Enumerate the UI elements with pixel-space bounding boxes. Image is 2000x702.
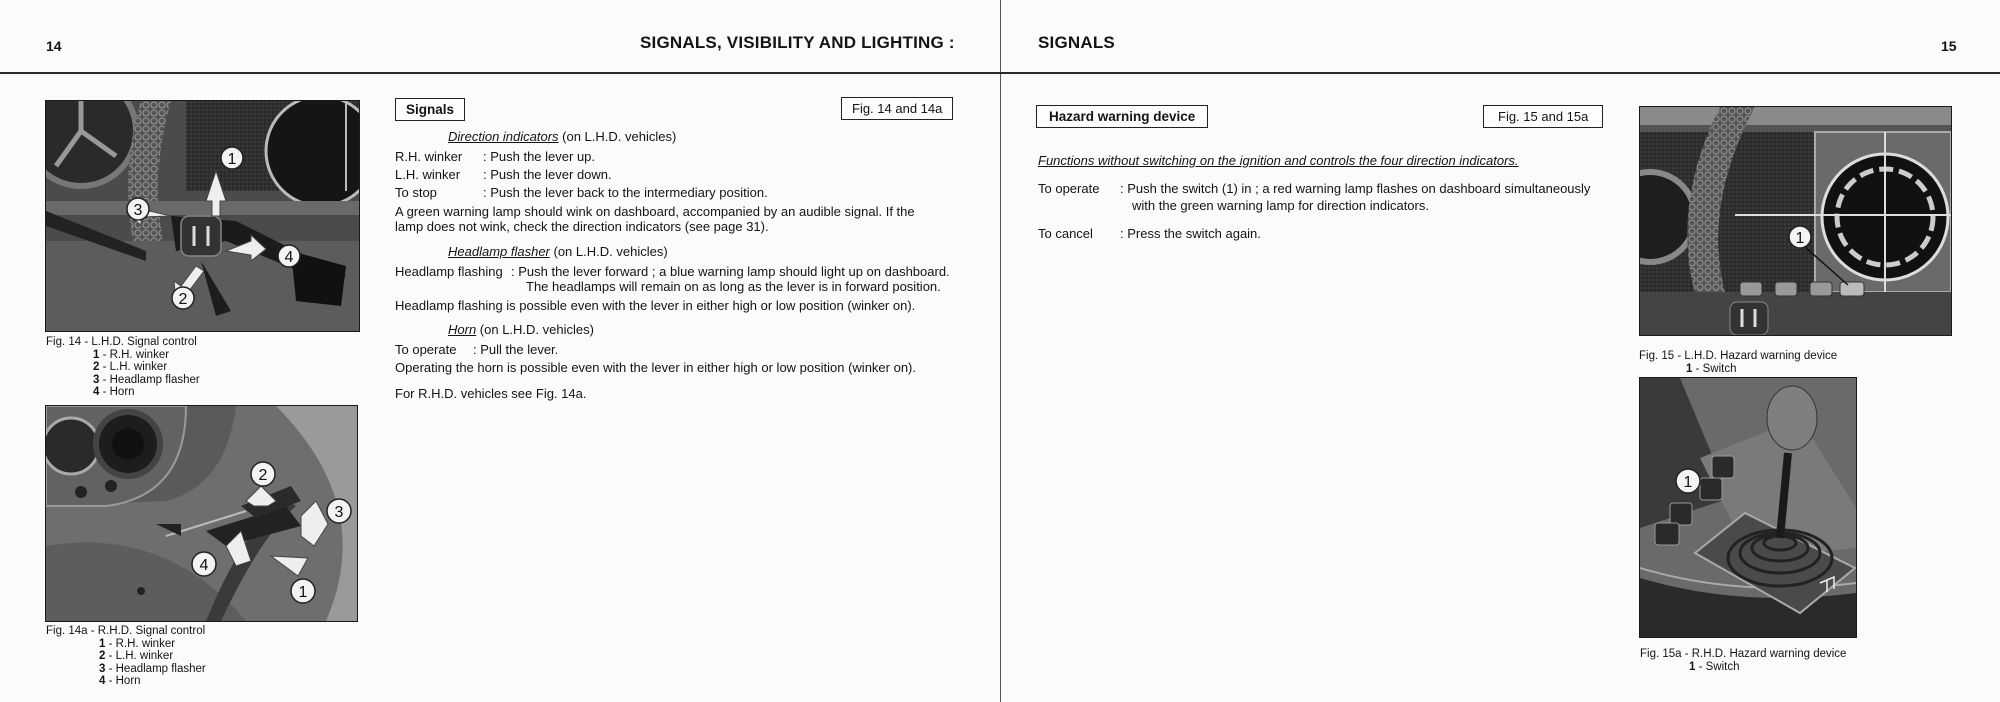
- fig14a-caption: [46, 625, 206, 688]
- running-head-right: SIGNALS: [1038, 33, 1115, 52]
- fig14-caption-item: 2 - L.H. winker: [93, 361, 168, 374]
- fig14a-photo: [45, 405, 358, 622]
- subheading-horn: Horn (on L.H.D. vehicles): [448, 322, 594, 337]
- row-horn-to-operate: To operate : Pull the lever.: [395, 342, 559, 357]
- fig14a-caption-item: 4 - Horn: [99, 675, 141, 688]
- fig14a-caption-item: 2 - L.H. winker: [99, 650, 174, 663]
- fig15-caption-title: Fig. 15 - L.H.D. Hazard warning device: [1639, 350, 1838, 362]
- fig15-callout-1: 1: [1795, 230, 1805, 247]
- fig14-callout-4: 4: [284, 249, 294, 266]
- fig14a-caption-item: 3 - Headlamp flasher: [99, 662, 206, 675]
- fig14-caption-item: 3 - Headlamp flasher: [93, 373, 200, 386]
- row-hazard-to-cancel: To cancel : Press the switch again.: [1038, 226, 1261, 241]
- header-rule-right: [1000, 72, 2000, 74]
- running-head-left: SIGNALS, VISIBILITY AND LIGHTING :: [640, 33, 955, 52]
- horn-note: Operating the horn is possible even with the lever in either high or low position (winker on).: [395, 360, 916, 375]
- fig14-caption: [46, 336, 200, 399]
- direction-note-line1: A green warning lamp should wink on dashboard, accompanied by an audible signal. If the: [395, 204, 915, 219]
- fig14-caption-item: 4 - Horn: [93, 386, 135, 399]
- fig15-photo: [1639, 106, 1952, 336]
- figure-ref-box-left: Fig. 14 and 14a: [841, 97, 953, 120]
- row-headlamp-flashing: Headlamp flashing : Push the lever forward ; a blue warning lamp should light up on dashboard.: [395, 264, 950, 279]
- row-rh-winker: R.H. winker : Push the lever up.: [395, 149, 596, 164]
- fig15a-caption-item: 1 - Switch: [1689, 660, 1740, 673]
- fig14a-callout-1: 1: [298, 584, 308, 601]
- page-number-right: 15: [1941, 38, 1957, 54]
- fig14a-caption-title: Fig. 14a - R.H.D. Signal control: [46, 625, 206, 637]
- section-box-hazard: Hazard warning device: [1036, 105, 1208, 128]
- fig14a-callout-3: 3: [334, 504, 344, 521]
- fig15a-photo: [1639, 377, 1857, 638]
- fig14-callout-3: 3: [133, 202, 143, 219]
- rhd-note: For R.H.D. vehicles see Fig. 14a.: [395, 386, 587, 401]
- hazard-intro: Functions without switching on the ignition and controls the four direction indicators.: [1038, 153, 1519, 168]
- fig14-photo: [45, 100, 360, 332]
- fig14-callout-1: 1: [227, 151, 237, 168]
- fig14a-caption-item: 1 - R.H. winker: [99, 637, 176, 650]
- fig14-callout-2: 2: [178, 291, 188, 308]
- fig15a-caption: [1640, 648, 1846, 673]
- page-number-left: 14: [46, 38, 62, 54]
- fig15a-caption-title: Fig. 15a - R.H.D. Hazard warning device: [1640, 648, 1847, 660]
- section-box-signals: Signals: [395, 98, 465, 121]
- header-rule-left: [0, 72, 1000, 74]
- row-hazard-to-operate-cont: with the green warning lamp for direction indicators.: [1132, 198, 1429, 213]
- fig15a-callout-1: 1: [1683, 474, 1693, 491]
- figure-ref-box-right: Fig. 15 and 15a: [1483, 105, 1603, 128]
- row-headlamp-flashing-cont: The headlamps will remain on as long as the lever is in forward position.: [526, 279, 941, 294]
- fig15-caption: [1639, 350, 1837, 375]
- headlamp-note: Headlamp flashing is possible even with the lever in either high or low position (winker on).: [395, 298, 916, 313]
- fig15-caption-item: 1 - Switch: [1686, 362, 1737, 375]
- fig14a-callout-2: 2: [258, 467, 268, 484]
- row-hazard-to-operate: To operate : Push the switch (1) in ; a red warning lamp flashes on dashboard simultaneously: [1038, 181, 1591, 196]
- row-lh-winker: L.H. winker : Push the lever down.: [395, 167, 612, 182]
- subheading-headlamp-flasher: Headlamp flasher (on L.H.D. vehicles): [448, 244, 668, 259]
- page-divider: [1000, 0, 1001, 702]
- row-to-stop: To stop : Push the lever back to the intermediary position.: [395, 185, 768, 200]
- fig14a-callout-4: 4: [199, 557, 209, 574]
- direction-note-line2: lamp does not wink, check the direction indicators (see page 31).: [395, 219, 769, 234]
- fig14-caption-title: Fig. 14 - L.H.D. Signal control: [46, 336, 197, 348]
- fig14-caption-item: 1 - R.H. winker: [93, 348, 170, 361]
- subheading-direction-indicators: Direction indicators (on L.H.D. vehicles): [448, 129, 677, 144]
